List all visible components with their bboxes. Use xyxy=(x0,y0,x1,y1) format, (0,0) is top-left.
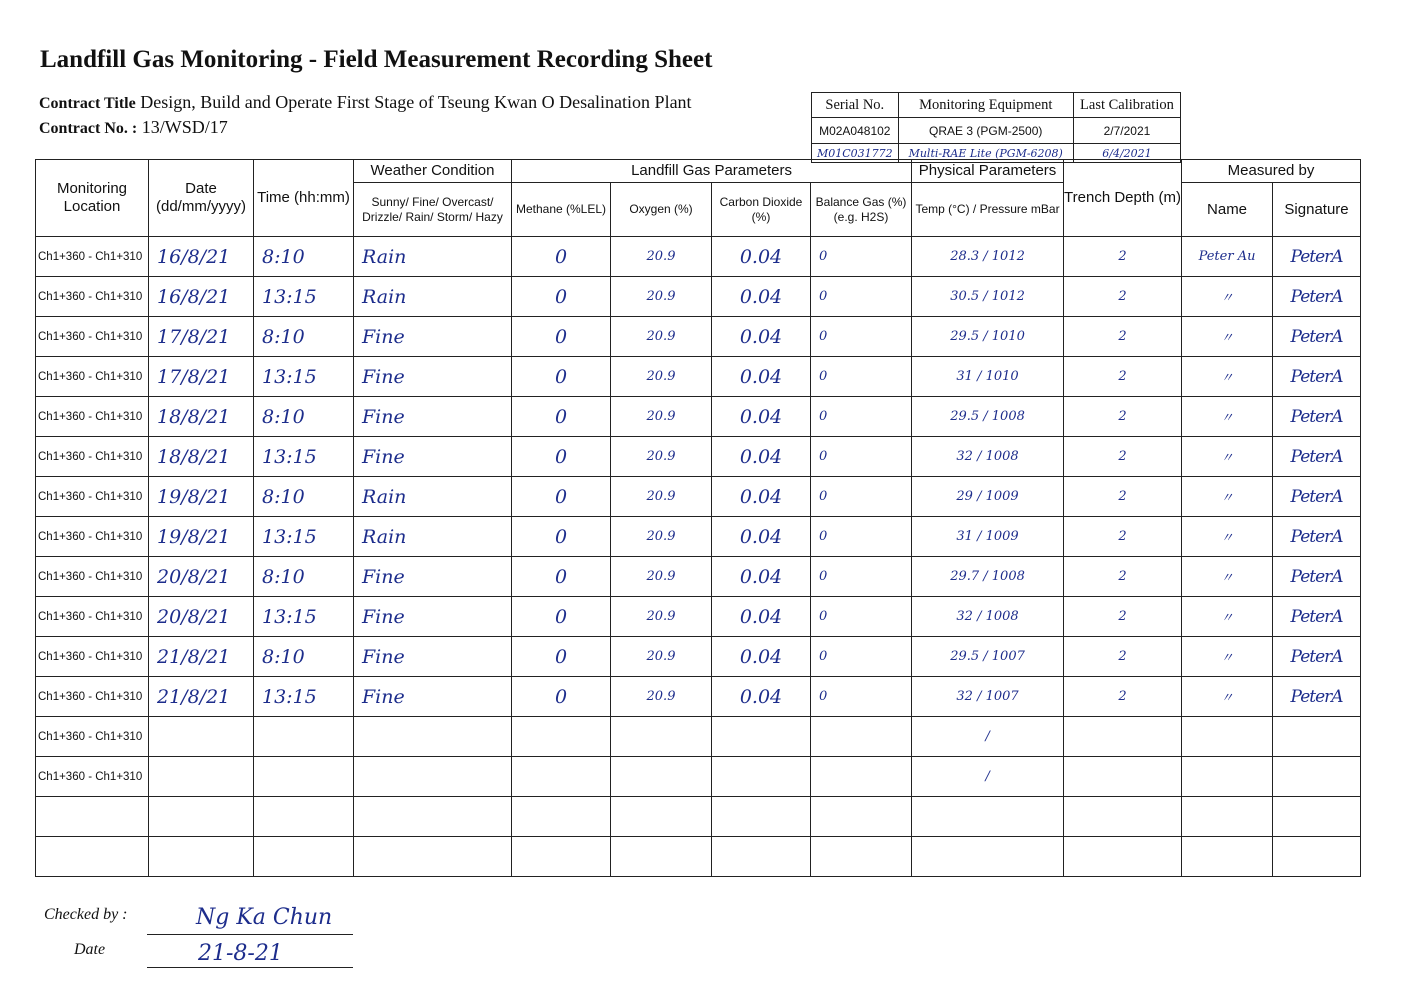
temp-pressure-cell: 29 / 1009 xyxy=(912,477,1064,517)
balance-gas-cell: 0 xyxy=(811,397,912,437)
balance-gas-cell: 0 xyxy=(811,677,912,717)
table-row xyxy=(36,237,1361,277)
signature-cell: PeterA xyxy=(1273,317,1361,357)
balance-gas-cell: 0 xyxy=(811,437,912,477)
serial-no-header: Serial No. xyxy=(812,93,899,118)
table-row xyxy=(36,397,1361,437)
signature-cell xyxy=(1273,837,1361,877)
oxygen-cell: 20.9 xyxy=(611,677,712,717)
oxygen-cell: 20.9 xyxy=(611,277,712,317)
temp-pressure-cell: / xyxy=(912,757,1064,797)
co2-cell xyxy=(712,717,811,757)
checked-by-value: Ng Ka Chun xyxy=(196,905,333,930)
time-cell xyxy=(254,757,354,797)
calibration-cell: 2/7/2021 xyxy=(1073,118,1180,144)
weather-cell xyxy=(354,837,512,877)
time-cell xyxy=(254,797,354,837)
temp-pressure-cell: 29.5 / 1007 xyxy=(912,637,1064,677)
trench-depth-cell: 2 xyxy=(1064,677,1182,717)
weather-cell: Fine xyxy=(354,557,512,597)
check-date-value: 21-8-21 xyxy=(198,941,283,966)
methane-cell: 0 xyxy=(512,277,611,317)
table-row xyxy=(36,317,1361,357)
checked-by-line xyxy=(147,934,353,935)
signature-cell: PeterA xyxy=(1273,477,1361,517)
date-cell xyxy=(149,837,254,877)
oxygen-header: Oxygen (%) xyxy=(611,183,712,237)
balance-gas-cell: 0 xyxy=(811,237,912,277)
contract-no-label: Contract No. : xyxy=(39,120,138,137)
name-cell xyxy=(1182,717,1273,757)
trench-depth-cell: 2 xyxy=(1064,437,1182,477)
balance-gas-cell: 0 xyxy=(811,557,912,597)
name-cell: 〃 xyxy=(1182,477,1273,517)
name-cell xyxy=(1182,757,1273,797)
location-cell: Ch1+360 - Ch1+310 xyxy=(36,277,149,317)
methane-cell: 0 xyxy=(512,637,611,677)
time-cell: 13:15 xyxy=(254,357,354,397)
measured-by-group-header: Measured by xyxy=(1182,160,1361,183)
temp-pressure-cell: 32 / 1008 xyxy=(912,597,1064,637)
temp-pressure-cell: / xyxy=(912,717,1064,757)
location-cell: Ch1+360 - Ch1+310 xyxy=(36,557,149,597)
location-cell: Ch1+360 - Ch1+310 xyxy=(36,637,149,677)
time-cell: 8:10 xyxy=(254,637,354,677)
trench-depth-cell: 2 xyxy=(1064,477,1182,517)
weather-cell: Fine xyxy=(354,437,512,477)
time-cell: 8:10 xyxy=(254,237,354,277)
signature-cell xyxy=(1273,717,1361,757)
methane-cell: 0 xyxy=(512,437,611,477)
temp-pressure-cell xyxy=(912,797,1064,837)
date-cell: 17/8/21 xyxy=(149,357,254,397)
signature-cell xyxy=(1273,797,1361,837)
oxygen-cell: 20.9 xyxy=(611,477,712,517)
location-cell: Ch1+360 - Ch1+310 xyxy=(36,757,149,797)
location-cell: Ch1+360 - Ch1+310 xyxy=(36,477,149,517)
co2-cell: 0.04 xyxy=(712,437,811,477)
date-cell: 16/8/21 xyxy=(149,237,254,277)
methane-cell: 0 xyxy=(512,597,611,637)
measurement-table xyxy=(35,159,1361,877)
name-cell: Peter Au xyxy=(1182,237,1273,277)
contract-no-line xyxy=(39,117,228,138)
trench-depth-cell: 2 xyxy=(1064,317,1182,357)
signature-cell: PeterA xyxy=(1273,557,1361,597)
balance-gas-cell: 0 xyxy=(811,477,912,517)
temp-pressure-cell: 32 / 1007 xyxy=(912,677,1064,717)
time-cell: 13:15 xyxy=(254,437,354,477)
location-cell: Ch1+360 - Ch1+310 xyxy=(36,717,149,757)
location-cell: Ch1+360 - Ch1+310 xyxy=(36,357,149,397)
table-row xyxy=(36,557,1361,597)
weather-cell xyxy=(354,717,512,757)
temp-pressure-cell: 29.5 / 1008 xyxy=(912,397,1064,437)
date-cell: 21/8/21 xyxy=(149,677,254,717)
trench-depth-cell: 2 xyxy=(1064,517,1182,557)
oxygen-cell: 20.9 xyxy=(611,317,712,357)
table-row xyxy=(36,637,1361,677)
co2-cell: 0.04 xyxy=(712,477,811,517)
signature-cell: PeterA xyxy=(1273,597,1361,637)
location-cell: Ch1+360 - Ch1+310 xyxy=(36,437,149,477)
last-calibration-header: Last Calibration xyxy=(1073,93,1180,118)
date-cell: 18/8/21 xyxy=(149,437,254,477)
co2-header: Carbon Dioxide (%) xyxy=(712,183,811,237)
co2-cell: 0.04 xyxy=(712,637,811,677)
methane-cell: 0 xyxy=(512,397,611,437)
location-cell: Ch1+360 - Ch1+310 xyxy=(36,397,149,437)
time-cell: 13:15 xyxy=(254,517,354,557)
oxygen-cell: 20.9 xyxy=(611,597,712,637)
trench-depth-cell: 2 xyxy=(1064,397,1182,437)
temp-pressure-cell: 30.5 / 1012 xyxy=(912,277,1064,317)
name-cell xyxy=(1182,837,1273,877)
name-cell: 〃 xyxy=(1182,637,1273,677)
temp-pressure-cell: 29.7 / 1008 xyxy=(912,557,1064,597)
trench-depth-cell xyxy=(1064,757,1182,797)
methane-cell: 0 xyxy=(512,677,611,717)
oxygen-cell xyxy=(611,717,712,757)
table-row xyxy=(36,437,1361,477)
balance-gas-cell: 0 xyxy=(811,317,912,357)
location-cell xyxy=(36,797,149,837)
signature-cell: PeterA xyxy=(1273,237,1361,277)
contract-title-line xyxy=(39,92,692,113)
weather-header: Sunny/ Fine/ Overcast/ Drizzle/ Rain/ Storm/ Hazy xyxy=(354,183,512,237)
methane-cell: 0 xyxy=(512,357,611,397)
co2-cell: 0.04 xyxy=(712,677,811,717)
time-cell: 8:10 xyxy=(254,317,354,357)
co2-cell xyxy=(712,797,811,837)
equipment-row xyxy=(812,118,1181,144)
balance-gas-cell xyxy=(811,837,912,877)
balance-gas-header: Balance Gas (%) (e.g. H2S) xyxy=(811,183,912,237)
balance-gas-cell: 0 xyxy=(811,637,912,677)
name-cell: 〃 xyxy=(1182,437,1273,477)
co2-cell: 0.04 xyxy=(712,557,811,597)
contract-title-label: Contract Title xyxy=(39,95,136,112)
table-row xyxy=(36,517,1361,557)
date-cell xyxy=(149,757,254,797)
co2-cell xyxy=(712,837,811,877)
trench-depth-cell: 2 xyxy=(1064,237,1182,277)
time-cell: 8:10 xyxy=(254,557,354,597)
balance-gas-cell: 0 xyxy=(811,357,912,397)
signature-cell: PeterA xyxy=(1273,357,1361,397)
oxygen-cell: 20.9 xyxy=(611,557,712,597)
methane-cell xyxy=(512,717,611,757)
weather-cell: Fine xyxy=(354,397,512,437)
methane-cell: 0 xyxy=(512,517,611,557)
location-cell: Ch1+360 - Ch1+310 xyxy=(36,317,149,357)
name-cell: 〃 xyxy=(1182,557,1273,597)
co2-cell: 0.04 xyxy=(712,317,811,357)
balance-gas-cell xyxy=(811,797,912,837)
trench-depth-cell: 2 xyxy=(1064,597,1182,637)
co2-cell xyxy=(712,757,811,797)
date-header: Date (dd/mm/yyyy) xyxy=(149,160,254,237)
table-row xyxy=(36,477,1361,517)
table-row xyxy=(36,757,1361,797)
serial-no-cell: M01C031772 xyxy=(812,144,899,163)
time-cell xyxy=(254,717,354,757)
group-header-row xyxy=(36,160,1361,183)
name-header: Name xyxy=(1182,183,1273,237)
signature-cell: PeterA xyxy=(1273,437,1361,477)
check-date-label: Date xyxy=(74,941,106,958)
trench-depth-cell xyxy=(1064,797,1182,837)
co2-cell: 0.04 xyxy=(712,517,811,557)
weather-cell: Fine xyxy=(354,357,512,397)
signature-header: Signature xyxy=(1273,183,1361,237)
oxygen-cell: 20.9 xyxy=(611,637,712,677)
sheet-title: Landfill Gas Monitoring - Field Measurement Recording Sheet xyxy=(40,46,713,73)
methane-cell: 0 xyxy=(512,557,611,597)
weather-cell: Rain xyxy=(354,477,512,517)
balance-gas-cell: 0 xyxy=(811,597,912,637)
temp-pressure-cell: 32 / 1008 xyxy=(912,437,1064,477)
trench-depth-cell: 2 xyxy=(1064,637,1182,677)
oxygen-cell xyxy=(611,757,712,797)
contract-no-value: 13/WSD/17 xyxy=(141,117,228,137)
location-cell: Ch1+360 - Ch1+310 xyxy=(36,597,149,637)
table-row xyxy=(36,357,1361,397)
date-cell: 18/8/21 xyxy=(149,397,254,437)
date-cell: 19/8/21 xyxy=(149,477,254,517)
table-row xyxy=(36,677,1361,717)
trench-depth-cell xyxy=(1064,837,1182,877)
methane-cell: 0 xyxy=(512,477,611,517)
table-row xyxy=(36,717,1361,757)
time-cell xyxy=(254,837,354,877)
balance-gas-cell: 0 xyxy=(811,277,912,317)
signature-cell: PeterA xyxy=(1273,677,1361,717)
co2-cell: 0.04 xyxy=(712,277,811,317)
co2-cell: 0.04 xyxy=(712,357,811,397)
equipment-cell: QRAE 3 (PGM-2500) xyxy=(898,118,1073,144)
date-cell: 16/8/21 xyxy=(149,277,254,317)
balance-gas-cell xyxy=(811,757,912,797)
weather-cell: Rain xyxy=(354,517,512,557)
contract-title-value: Design, Build and Operate First Stage of Tseung Kwan O Desalination Plant xyxy=(140,92,692,112)
weather-cell: Fine xyxy=(354,677,512,717)
time-cell: 8:10 xyxy=(254,477,354,517)
trench-depth-cell: 2 xyxy=(1064,277,1182,317)
oxygen-cell: 20.9 xyxy=(611,237,712,277)
name-cell: 〃 xyxy=(1182,317,1273,357)
equipment-table xyxy=(811,92,1181,163)
table-row xyxy=(36,277,1361,317)
table-row xyxy=(36,837,1361,877)
weather-cell: Rain xyxy=(354,277,512,317)
temp-pressure-cell: 31 / 1010 xyxy=(912,357,1064,397)
oxygen-cell: 20.9 xyxy=(611,437,712,477)
signature-cell: PeterA xyxy=(1273,517,1361,557)
date-cell xyxy=(149,717,254,757)
methane-cell: 0 xyxy=(512,317,611,357)
co2-cell: 0.04 xyxy=(712,237,811,277)
trench-depth-cell: 2 xyxy=(1064,357,1182,397)
date-cell: 19/8/21 xyxy=(149,517,254,557)
signature-cell xyxy=(1273,757,1361,797)
methane-cell: 0 xyxy=(512,237,611,277)
physical-group-header: Physical Parameters xyxy=(912,160,1064,183)
temp-pressure-header: Temp (°C) / Pressure mBar xyxy=(912,183,1064,237)
weather-cell: Fine xyxy=(354,317,512,357)
weather-cell: Fine xyxy=(354,637,512,677)
oxygen-cell: 20.9 xyxy=(611,397,712,437)
weather-cell xyxy=(354,757,512,797)
name-cell: 〃 xyxy=(1182,677,1273,717)
location-cell xyxy=(36,837,149,877)
checked-by-label: Checked by : xyxy=(44,906,128,923)
temp-pressure-cell xyxy=(912,837,1064,877)
location-cell: Ch1+360 - Ch1+310 xyxy=(36,677,149,717)
time-cell: 8:10 xyxy=(254,397,354,437)
time-cell: 13:15 xyxy=(254,677,354,717)
name-cell: 〃 xyxy=(1182,597,1273,637)
methane-cell xyxy=(512,837,611,877)
weather-cell: Rain xyxy=(354,237,512,277)
calibration-cell: 6/4/2021 xyxy=(1073,144,1180,163)
temp-pressure-cell: 28.3 / 1012 xyxy=(912,237,1064,277)
signature-cell: PeterA xyxy=(1273,397,1361,437)
name-cell: 〃 xyxy=(1182,517,1273,557)
date-cell: 20/8/21 xyxy=(149,597,254,637)
co2-cell: 0.04 xyxy=(712,597,811,637)
temp-pressure-cell: 29.5 / 1010 xyxy=(912,317,1064,357)
equipment-cell: Multi-RAE Lite (PGM-6208) xyxy=(898,144,1073,163)
methane-cell xyxy=(512,757,611,797)
weather-cell xyxy=(354,797,512,837)
methane-cell xyxy=(512,797,611,837)
date-cell: 21/8/21 xyxy=(149,637,254,677)
co2-cell: 0.04 xyxy=(712,397,811,437)
date-cell xyxy=(149,797,254,837)
time-cell: 13:15 xyxy=(254,277,354,317)
signature-cell: PeterA xyxy=(1273,277,1361,317)
equipment-header-row xyxy=(812,93,1181,118)
name-cell: 〃 xyxy=(1182,277,1273,317)
name-cell: 〃 xyxy=(1182,357,1273,397)
name-cell: 〃 xyxy=(1182,397,1273,437)
time-cell: 13:15 xyxy=(254,597,354,637)
signature-cell: PeterA xyxy=(1273,637,1361,677)
serial-no-cell: M02A048102 xyxy=(812,118,899,144)
name-cell xyxy=(1182,797,1273,837)
table-row xyxy=(36,797,1361,837)
location-header: Monitoring Location xyxy=(36,160,149,237)
check-date-line xyxy=(147,967,353,968)
trench-depth-cell: 2 xyxy=(1064,557,1182,597)
oxygen-cell xyxy=(611,837,712,877)
methane-header: Methane (%LEL) xyxy=(512,183,611,237)
trench-depth-header: Trench Depth (m) xyxy=(1064,160,1182,237)
landfill-gas-group-header: Landfill Gas Parameters xyxy=(512,160,912,183)
temp-pressure-cell: 31 / 1009 xyxy=(912,517,1064,557)
oxygen-cell xyxy=(611,797,712,837)
location-cell: Ch1+360 - Ch1+310 xyxy=(36,237,149,277)
balance-gas-cell: 0 xyxy=(811,517,912,557)
oxygen-cell: 20.9 xyxy=(611,357,712,397)
balance-gas-cell xyxy=(811,717,912,757)
oxygen-cell: 20.9 xyxy=(611,517,712,557)
location-cell: Ch1+360 - Ch1+310 xyxy=(36,517,149,557)
date-cell: 17/8/21 xyxy=(149,317,254,357)
table-row xyxy=(36,597,1361,637)
weather-cell: Fine xyxy=(354,597,512,637)
trench-depth-cell xyxy=(1064,717,1182,757)
date-cell: 20/8/21 xyxy=(149,557,254,597)
time-header: Time (hh:mm) xyxy=(254,160,354,237)
weather-group-header: Weather Condition xyxy=(354,160,512,183)
monitoring-equipment-header: Monitoring Equipment xyxy=(898,93,1073,118)
